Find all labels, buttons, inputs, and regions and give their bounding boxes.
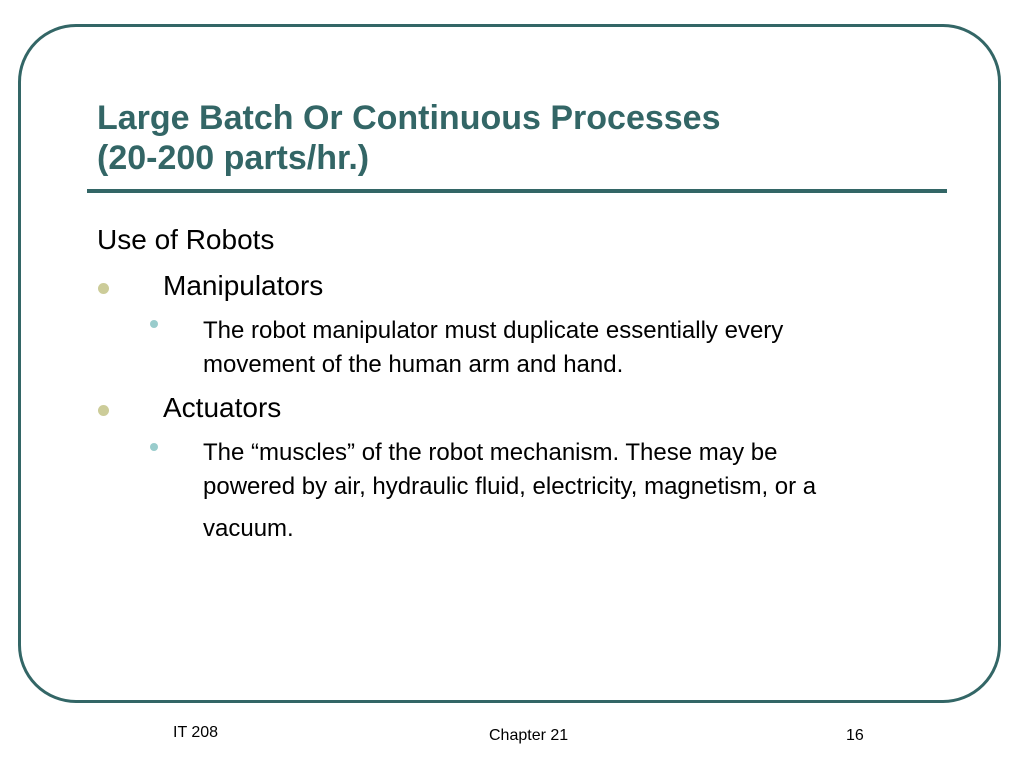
title-line-2: (20-200 parts/hr.) xyxy=(97,139,370,177)
title-line-1: Large Batch Or Continuous Processes xyxy=(97,99,721,137)
bullet-icon xyxy=(98,405,109,416)
list-item-heading: Actuators xyxy=(163,392,282,423)
intro-text: Use of Robots xyxy=(97,224,275,255)
list-item-detail-line: movement of the human arm and hand. xyxy=(203,351,624,378)
list-item-detail-line: The robot manipulator must duplicate essentially every xyxy=(203,317,784,344)
list-item-detail-line: The “muscles” of the robot mechanism. These may be xyxy=(203,439,778,466)
footer-course: IT 208 xyxy=(173,724,219,741)
sub-bullet-icon xyxy=(150,443,158,451)
list-item-detail-line: vacuum. xyxy=(203,515,294,542)
bullet-icon xyxy=(98,283,109,294)
footer-chapter: Chapter 21 xyxy=(489,727,569,744)
list-item-heading: Manipulators xyxy=(163,270,324,301)
sub-bullet-icon xyxy=(150,320,158,328)
list-item-detail-line: powered by air, hydraulic fluid, electricity, magnetism, or a xyxy=(203,473,817,500)
page-number: 16 xyxy=(846,727,864,744)
